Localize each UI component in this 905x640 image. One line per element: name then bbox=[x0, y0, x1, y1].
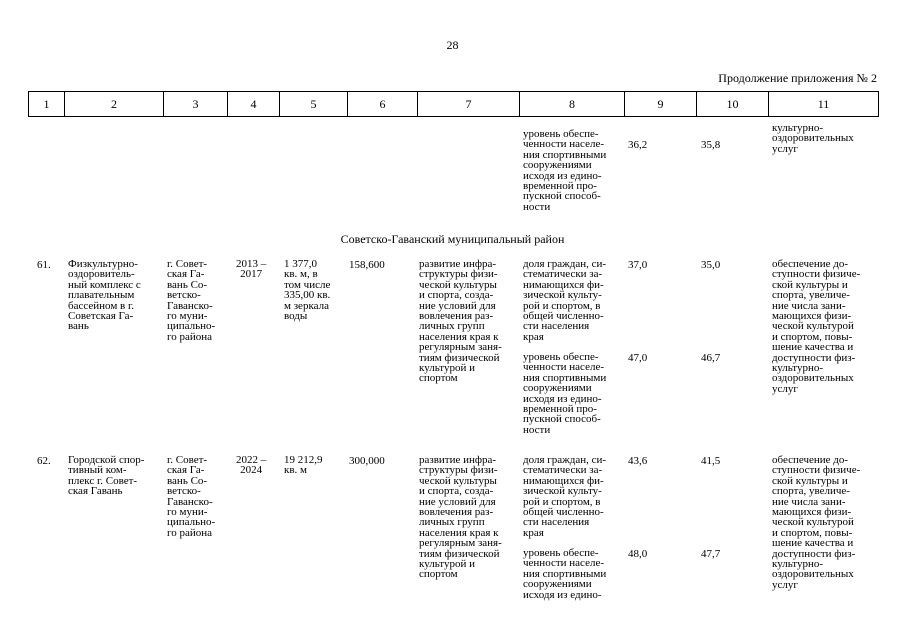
indicator-value-col10: 35,0 bbox=[701, 259, 721, 271]
result-text: обеспечение до- ступности физиче- ской культуры и спорта, увеличе- ние числа зани- мающихся физи- ческой культурой и спортом, повы- шение качества и доступности физ- культурно- оздоровительных услуг bbox=[772, 258, 861, 395]
column-header: 10 bbox=[697, 92, 769, 117]
indicator-text: доля граждан, си- стематически за- нимающихся фи- зической культу- рой и спортом, в общей численно- сти населения края bbox=[523, 454, 607, 539]
column-header: 6 bbox=[348, 92, 418, 117]
object-capacity: 19 212,9 кв. м bbox=[284, 454, 323, 477]
indicator-value-col9: 37,0 bbox=[628, 259, 648, 271]
column-header: 3 bbox=[164, 92, 228, 117]
row-number: 62. bbox=[37, 455, 51, 467]
continuation-label: Продолжение приложения № 2 bbox=[718, 71, 877, 85]
object-purpose: развитие инфра- структуры физи- ческой культуры и спорта, созда- ние условий для вовлечения раз- личных групп населения края к регулярным заня- тиям физической культурой и спортом bbox=[419, 258, 502, 385]
indicator-text: уровень обеспе- ченности населе- ния спортивными сооружениями исходя из едино- bbox=[523, 547, 607, 601]
indicator-value-col10: 35,8 bbox=[701, 139, 721, 151]
object-name: Городской спор- тивный ком- плекс г. Совет- ская Гавань bbox=[68, 454, 145, 498]
indicator-value-col9: 36,2 bbox=[628, 139, 648, 151]
object-cost: 158,600 bbox=[349, 259, 385, 271]
column-header: 2 bbox=[65, 92, 164, 117]
object-purpose: развитие инфра- структуры физи- ческой культуры и спорта, созда- ние условий для вовлечения раз- личных групп населения края к регулярным заня- тиям физической культурой и спортом bbox=[419, 454, 502, 581]
row-number: 61. bbox=[37, 259, 51, 271]
result-text: обеспечение до- ступности физиче- ской культуры и спорта, увеличе- ние числа зани- мающихся физи- ческой культурой и спортом, повы- шение качества и доступности физ- культурно- оздоровительных услуг bbox=[772, 454, 861, 591]
indicator-text: уровень обеспе- ченности населе- ния спортивными сооружениями исходя из едино- временной про- пускной способ- ности bbox=[523, 351, 607, 436]
column-header: 1 bbox=[29, 92, 65, 117]
column-header: 4 bbox=[228, 92, 280, 117]
indicator-value-col10: 41,5 bbox=[701, 455, 721, 467]
column-header: 9 bbox=[625, 92, 697, 117]
object-name: Физкультурно- оздоровитель- ный комплекс с плавательным бассейном в г. Советская Га- вань bbox=[68, 258, 141, 333]
indicator-text: доля граждан, си- стематически за- нимающихся фи- зической культу- рой и спортом, в общей численно- сти населения края bbox=[523, 258, 607, 343]
indicator-value-col9: 47,0 bbox=[628, 352, 648, 364]
indicator-value-col10: 46,7 bbox=[701, 352, 721, 364]
column-header: 7 bbox=[418, 92, 520, 117]
construction-period: 2022 – 2024 bbox=[236, 454, 267, 477]
object-capacity: 1 377,0 кв. м, в том числе 335,00 кв. м зеркала воды bbox=[284, 258, 331, 323]
indicator-text: уровень обеспе- ченности населе- ния спортивными сооружениями исходя из едино- временной про- пускной способ- ности bbox=[523, 128, 607, 213]
page-number: 28 bbox=[446, 38, 459, 52]
result-text: культурно- оздоровительных услуг bbox=[772, 122, 854, 155]
column-header: 11 bbox=[769, 92, 879, 117]
object-location: г. Совет- ская Га- вань Со- ветско- Гаванско- го муни- ципально- го района bbox=[167, 258, 216, 343]
column-header: 8 bbox=[520, 92, 625, 117]
indicator-value-col10: 47,7 bbox=[701, 548, 721, 560]
object-cost: 300,000 bbox=[349, 455, 385, 467]
section-title: Советско-Гаванский муниципальный район bbox=[340, 232, 565, 246]
object-location: г. Совет- ская Га- вань Со- ветско- Гаванско- го муни- ципально- го района bbox=[167, 454, 216, 539]
indicator-value-col9: 48,0 bbox=[628, 548, 648, 560]
indicator-value-col9: 43,6 bbox=[628, 455, 648, 467]
column-header-row bbox=[28, 91, 879, 117]
construction-period: 2013 – 2017 bbox=[236, 258, 267, 281]
column-header: 5 bbox=[280, 92, 348, 117]
